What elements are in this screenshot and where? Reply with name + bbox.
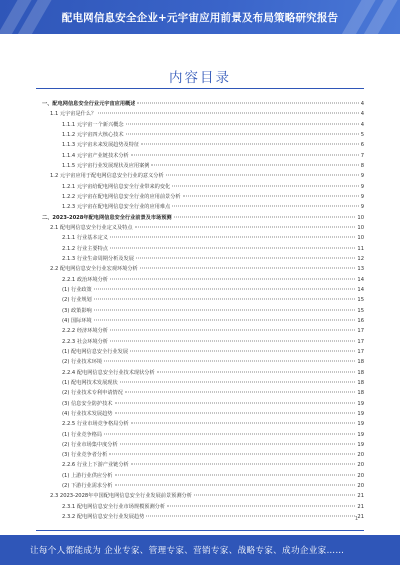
toc-entry-label: (1) 配电网技术发展现状 [62,379,118,386]
toc-leader-dots [110,340,355,341]
toc-entry-label: 2.3.2 配电网信息安全行业发展趋势 [62,514,145,521]
toc-entry-label: 1.2.2 元宇宙在配电网信息安全行业的应用前景分析 [62,193,181,200]
toc-rule-bottom [36,530,364,531]
toc-entry-label: 1.2.1 元宇宙给配电网信息安全行业带来的变化 [62,183,171,190]
toc-leader-dots [110,330,355,331]
toc-leader-dots [130,350,355,351]
toc-leader-dots [115,485,356,486]
toc-entry[interactable] [36,347,364,357]
toc-entry[interactable] [36,409,364,419]
toc-entry-page: 21 [357,493,364,500]
toc-leader-dots [157,371,356,372]
toc-leader-dots [136,257,355,258]
toc-leader-dots [172,206,358,207]
toc-entry[interactable] [36,254,364,264]
toc-entry-label: (1) 上游行业供应分析 [62,472,113,479]
toc-entry-label: (4) 行业技术发展趋势 [62,410,113,417]
toc-entry-label: 2.3.1 配电网信息安全行业市场规模预测分析 [62,503,166,510]
toc-leader-dots [115,402,356,403]
toc-leader-dots [126,133,359,134]
toc-entry-label: 2.1 配电网信息安全行业定义及特点 [50,224,133,231]
toc-entry-page: 17 [357,338,364,345]
toc-entry-page: 15 [357,307,364,314]
toc-leader-dots [151,164,358,165]
toc-entry[interactable] [36,213,364,223]
toc-entry-label: 1.1.1 元宇宙一个新兴概念 [62,121,124,128]
report-title: 配电网信息安全企业+元宇宙应用前景及布局策略研究报告 [61,12,339,24]
toc-entry[interactable] [36,512,364,522]
toc-entry[interactable] [36,399,364,409]
toc-leader-dots [110,278,355,279]
toc-entry-page: 4 [360,111,364,118]
toc-entry-label: 一、配电网信息安全行业元宇宙应用概述 [42,101,136,107]
toc-entry-page: 18 [357,369,364,376]
toc-entry[interactable] [36,368,364,378]
toc-entry[interactable] [36,378,364,388]
toc-leader-dots [115,412,356,413]
toc-entry[interactable] [36,316,364,326]
toc-entry-label: (2) 行业规划 [62,297,92,304]
toc-entry-page: 17 [357,328,364,335]
toc-entry-page: 5 [360,131,364,138]
toc-entry[interactable] [36,130,364,140]
toc-entry-page: 7 [360,152,364,159]
toc-entry-label: (1) 行业政策 [62,286,92,293]
toc-leader-dots [110,237,355,238]
toc-entry-label: 2.2.2 经济环境分析 [62,328,108,335]
toc-entry-label: 2.1.3 行业生命周期分析及发展 [62,255,134,262]
toc-entry[interactable] [36,326,364,336]
toc-entry[interactable] [36,140,364,150]
toc-entry-page: 9 [360,183,364,190]
toc-entry[interactable] [36,99,364,109]
toc-entry-label: 二、2023-2028年配电网信息安全行业前景及市场预测 [42,214,172,221]
toc-leader-dots [183,195,359,196]
toc-leader-dots [140,268,356,269]
toc-entry-label: 1.1.3 元宇宙未来发展趋势及特征 [62,142,140,149]
toc-leader-dots [98,113,358,114]
toc-entry-page: 21 [357,514,364,521]
toc-leader-dots [141,144,359,145]
toc-entry-page: 18 [357,359,364,366]
footer-banner [0,535,400,565]
toc-entry[interactable] [36,295,364,305]
toc-leader-dots [110,247,355,248]
toc-entry[interactable] [36,151,364,161]
toc-entry-label: (2) 行业技术环境 [62,359,103,366]
toc-leader-dots [120,381,356,382]
toc-entry-label: 1.2.3 元宇宙在配电网信息安全行业的应用难点 [62,204,171,211]
toc-entry[interactable] [36,223,364,233]
toc-rule-top [36,88,364,89]
toc-entry-page: 11 [357,245,364,252]
toc-entry[interactable] [36,182,364,192]
toc-entry-label: (3) 行业竞争者分析 [62,452,108,459]
toc-entry-page: 19 [357,431,364,438]
toc-entry[interactable] [36,171,364,181]
toc-entry[interactable] [36,244,364,254]
toc-entry[interactable] [36,430,364,440]
toc-leader-dots [94,299,356,300]
toc-leader-dots [120,443,356,444]
toc-entry-page: 6 [360,142,364,149]
toc-entry-label: 2.2.3 社会环境分析 [62,338,108,345]
toc-entry-label: (1) 配电网信息安全行业发展 [62,348,129,355]
toc-leader-dots [146,516,355,517]
toc-entry[interactable] [36,109,364,119]
toc-entry[interactable] [36,306,364,316]
toc-entry-label: (2) 行业市场集中度分析 [62,441,118,448]
toc-entry-label: 2.2.6 行业上下游产业链分析 [62,462,129,469]
toc-entry-page: 15 [357,297,364,304]
toc-entry-label: 2.3 2023-2028年中国配电网信息安全行业发展前景预测分析 [50,493,192,500]
toc-entry-page: 17 [357,348,364,355]
toc-leader-dots [109,454,355,455]
toc-leader-dots [172,185,358,186]
toc-entry-page: 20 [357,483,364,490]
toc-entry-page: 12 [357,255,364,262]
toc-entry-page: 18 [357,379,364,386]
toc-leader-dots [137,103,358,104]
toc-entry-page: 13 [357,266,364,273]
toc-heading: 内容目录 [169,70,231,86]
toc-entry-label: 2.2 配电网信息安全行业宏观环境分析 [50,266,138,273]
toc-entry-page: 19 [357,441,364,448]
toc-leader-dots [104,433,355,434]
toc-leader-dots [131,464,356,465]
toc-entry-label: (4) 国际环境 [62,317,92,324]
toc-entry-page: 16 [357,317,364,324]
toc-entry-label: (1) 行业竞争格局 [62,431,103,438]
toc-entry-page: 9 [360,204,364,211]
toc-entry-page: 8 [360,162,364,169]
toc-entry-page: 21 [357,503,364,510]
toc-entry[interactable] [36,491,364,501]
toc-entry-label: (3) 政策影响 [62,307,92,314]
toc-entry[interactable] [36,192,364,202]
toc-leader-dots [194,495,355,496]
toc-entry-page: 19 [357,410,364,417]
toc-entry-label: 1.1.5 元宇宙行业发展现状及应用案例 [62,162,150,169]
toc-leader-dots [115,474,356,475]
toc-entry-page: 9 [360,193,364,200]
toc-entry-label: (3) 信息安全防护技术 [62,400,113,407]
toc-entry-page: 10 [357,224,364,231]
toc-leader-dots [104,361,355,362]
toc-entry-label: 1.1.4 元宇宙产业链技术分析 [62,152,129,159]
toc-entry-page: 4 [360,101,364,107]
toc-entry[interactable] [36,233,364,243]
toc-entry-label: 1.1.2 元宇宙四大核心技术 [62,131,124,138]
toc-entry[interactable] [36,275,364,285]
toc-leader-dots [174,216,356,217]
toc-entry-page: 20 [357,462,364,469]
toc-leader-dots [94,319,356,320]
toc-entry-label: 2.2.4 配电网信息安全行业技术现状分析 [62,369,155,376]
toc-leader-dots [94,309,356,310]
toc-leader-dots [166,175,359,176]
toc-entry[interactable] [36,161,364,171]
toc-entry-page: 20 [357,472,364,479]
toc-entry[interactable] [36,202,364,212]
toc-entry-label: 1.1 元宇宙是什么？ [50,111,97,118]
toc-entry-page: 19 [357,400,364,407]
toc-entry[interactable] [36,419,364,429]
toc-entry-page: 18 [357,390,364,397]
toc-leader-dots [135,226,356,227]
toc-leader-dots [126,123,359,124]
toc-entry[interactable] [36,285,364,295]
toc-entry[interactable] [36,460,364,470]
toc-leader-dots [125,392,356,393]
toc-entry[interactable] [36,357,364,367]
toc-entry[interactable] [36,120,364,130]
toc-entry[interactable] [36,481,364,491]
toc-entry[interactable] [36,264,364,274]
toc-leader-dots [131,154,359,155]
toc-entry-page: 14 [357,286,364,293]
toc-entry-page: 10 [357,235,364,242]
toc-entry-label: 2.2.1 政治环境分析 [62,276,108,283]
toc-entry[interactable] [36,337,364,347]
toc-entry-page: 19 [357,421,364,428]
toc-entry-label: (2) 下游行业需求分析 [62,483,113,490]
table-of-contents [36,99,364,522]
header-banner [0,0,400,34]
toc-entry-label: 2.1.2 行业主要特点 [62,245,108,252]
toc-leader-dots [167,505,355,506]
page-number: 1 [354,516,358,522]
toc-entry[interactable] [36,388,364,398]
toc-entry-page: 4 [360,121,364,128]
toc-entry-page: 20 [357,452,364,459]
footer-slogan: 让每个人都能成为 企业专家、管理专家、营销专家、战略专家、成功企业家…… [30,546,345,556]
toc-entry[interactable] [36,471,364,481]
toc-entry-page: 10 [357,214,364,221]
toc-entry[interactable] [36,450,364,460]
toc-leader-dots [131,423,356,424]
toc-entry-label: 2.2.5 行业市场竞争格局分析 [62,421,129,428]
toc-entry[interactable] [36,502,364,512]
toc-entry-label: (2) 行业技术专利申请情况 [62,390,123,397]
toc-leader-dots [94,288,356,289]
toc-entry[interactable] [36,440,364,450]
toc-entry-label: 2.1.1 行业基本定义 [62,235,108,242]
toc-entry-label: 1.2 元宇宙应用于配电网信息安全行业的意义分析 [50,173,164,180]
toc-entry-page: 9 [360,173,364,180]
toc-entry-page: 14 [357,276,364,283]
